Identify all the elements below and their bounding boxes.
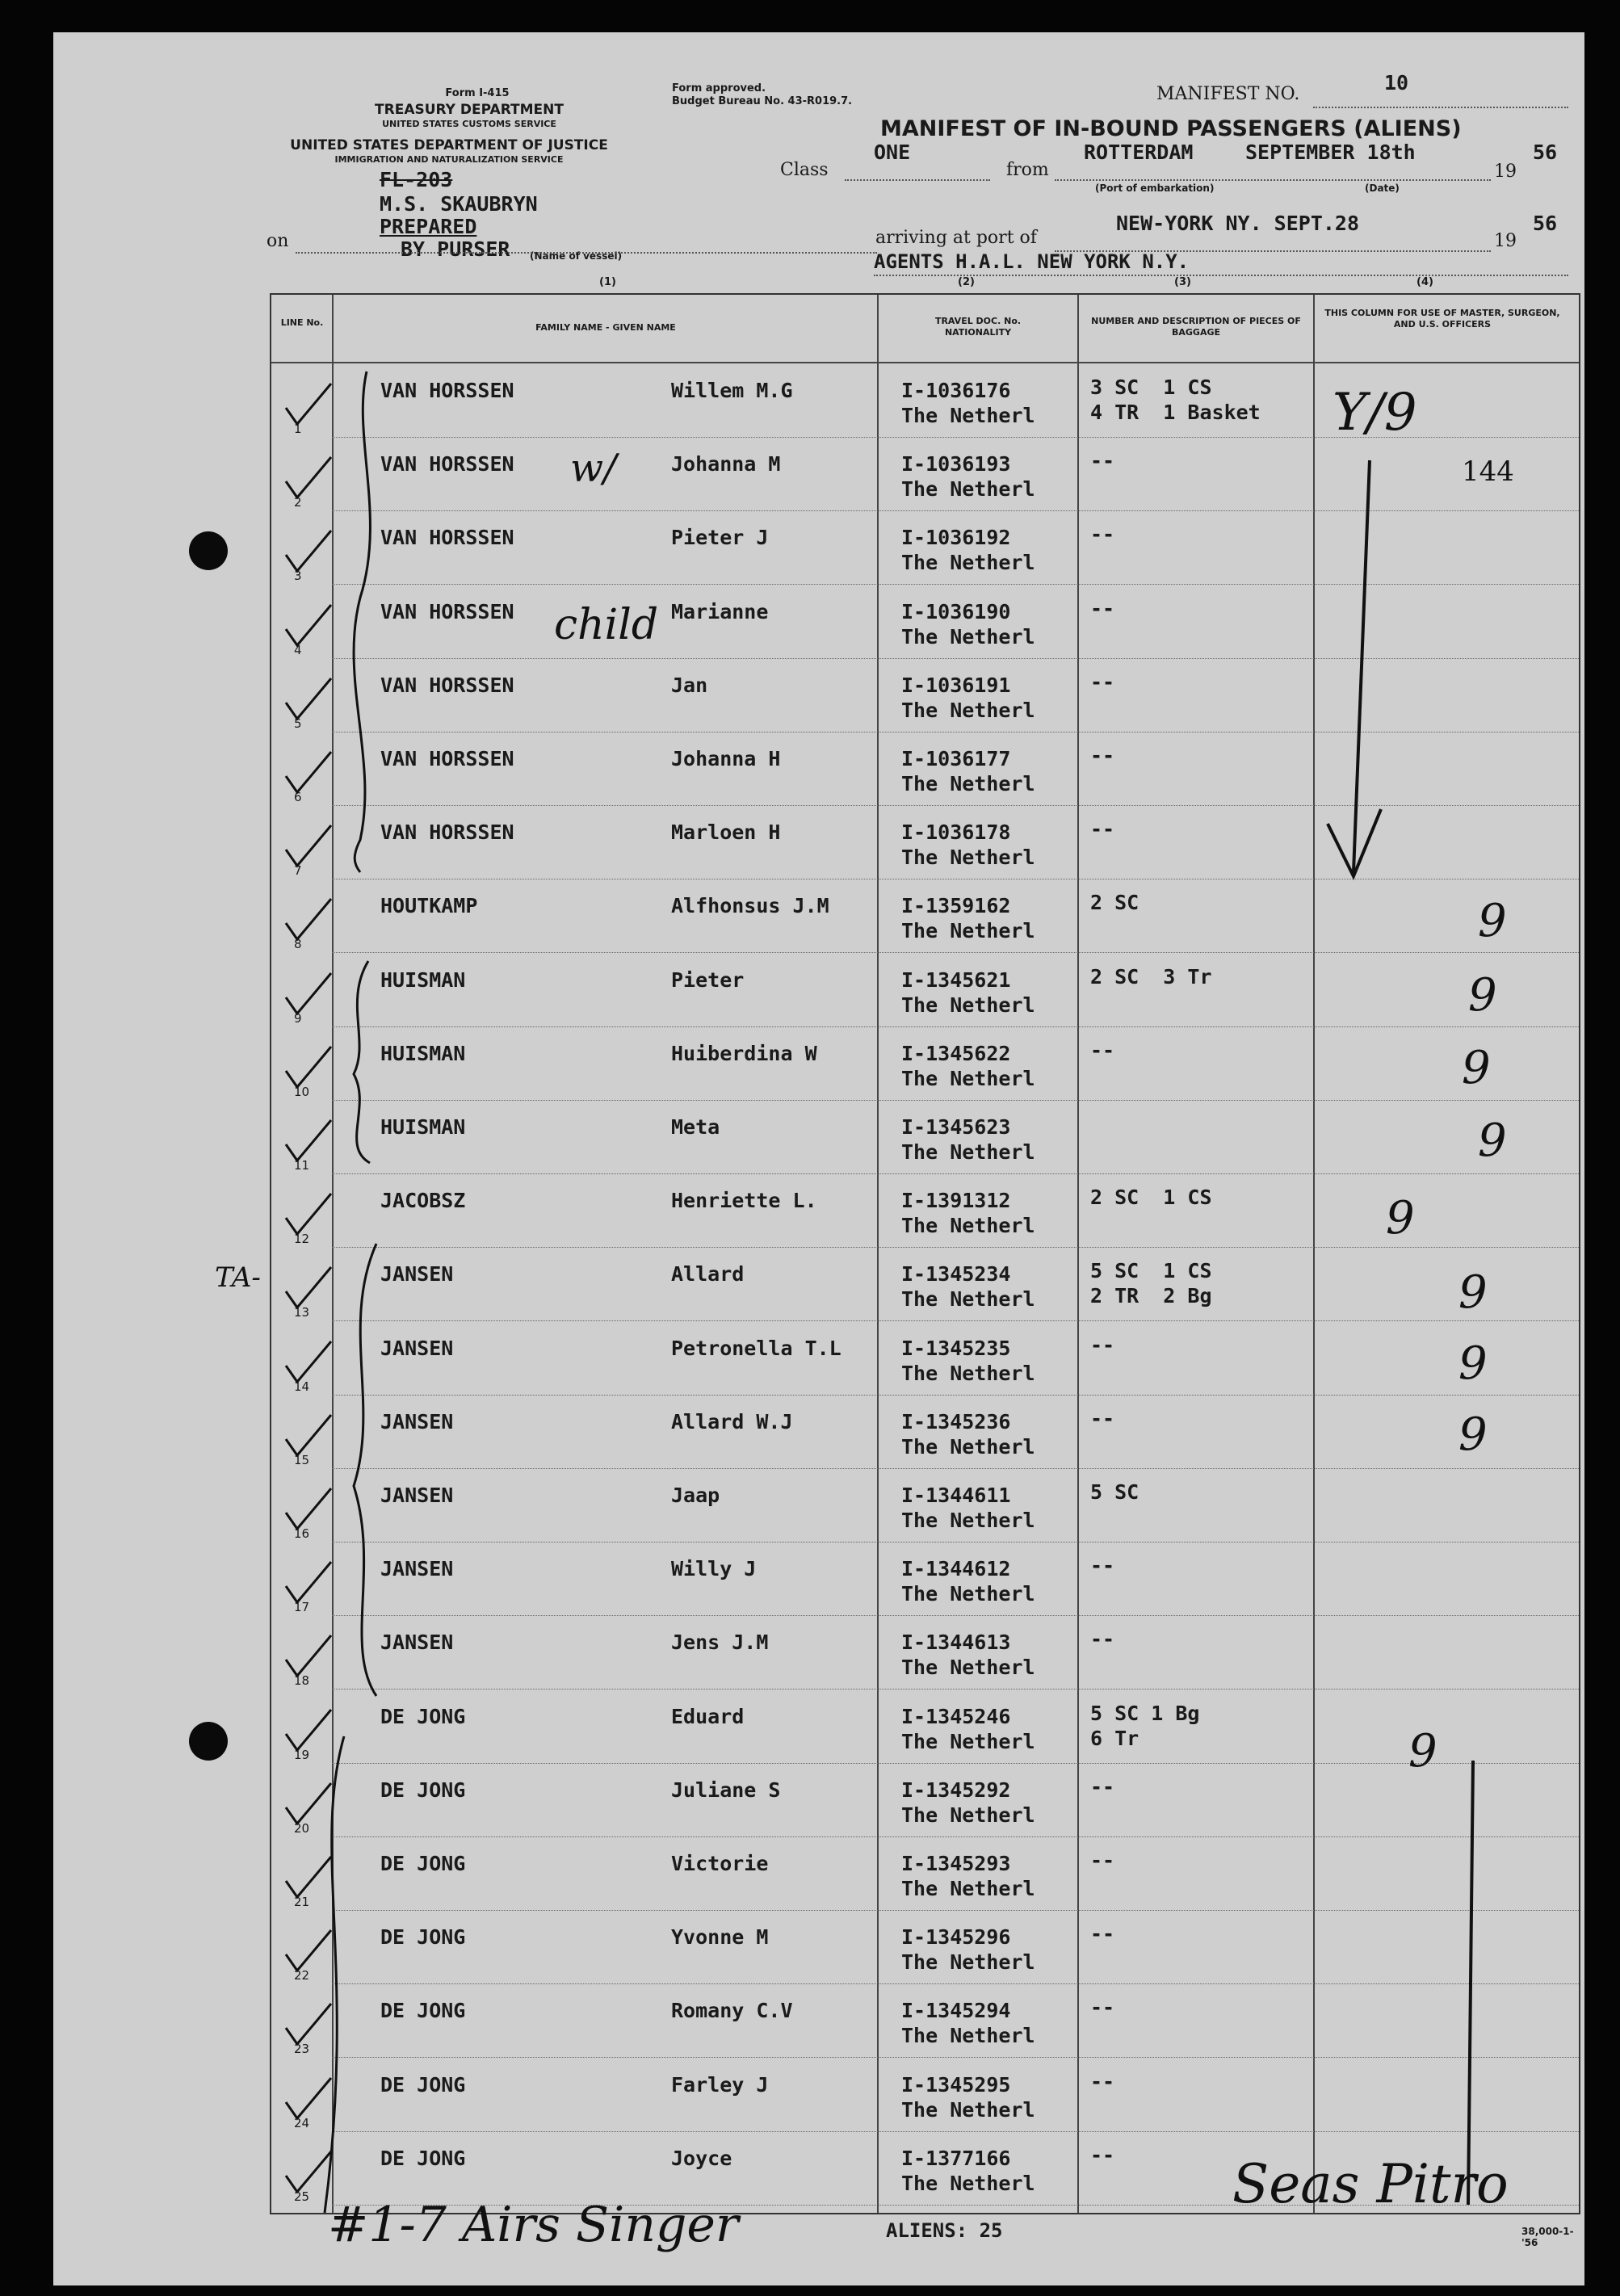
family-name: HOUTKAMP	[380, 894, 478, 918]
nationality: The Netherl	[901, 1656, 1035, 1680]
class-label: Class	[780, 160, 829, 180]
form-approved: Form approved.	[672, 82, 766, 94]
check-mark-icon	[281, 1264, 338, 1312]
given-name: Eduard	[671, 1704, 745, 1728]
travel-doc-number: I-1345246	[901, 1704, 1011, 1728]
manifest-no-line	[1313, 107, 1568, 108]
nationality: The Netherl	[901, 1361, 1035, 1385]
col-head-name: FAMILY NAME - GIVEN NAME	[535, 322, 676, 333]
header-separator	[271, 362, 1579, 363]
line-number: 4	[294, 642, 302, 657]
family-name: VAN HORSSEN	[380, 379, 514, 402]
line-number: 16	[294, 1526, 310, 1541]
given-name: Huiberdina W	[671, 1041, 817, 1065]
treasury-dept: TREASURY DEPARTMENT	[375, 102, 564, 118]
given-name: Johanna H	[671, 747, 781, 770]
family-name: DE JONG	[380, 1852, 466, 1875]
line-number: 19	[294, 1747, 310, 1762]
given-name: Allard	[671, 1262, 745, 1287]
family-name: VAN HORSSEN	[380, 599, 514, 623]
line-number: 10	[294, 1084, 310, 1099]
travel-doc-number: I-1359162	[901, 894, 1011, 918]
baggage-line-1: --	[1090, 669, 1115, 694]
date-caption: (Date)	[1365, 183, 1400, 194]
table-row	[271, 1690, 1579, 1764]
given-name: Jaap	[671, 1484, 720, 1507]
nationality: The Netherl	[901, 772, 1035, 795]
nationality: The Netherl	[901, 624, 1035, 649]
given-name: Farley J	[671, 2072, 769, 2097]
table-row	[271, 438, 1579, 511]
check-mark-icon	[281, 970, 338, 1018]
given-name: Alfhonsus J.M	[671, 894, 829, 918]
check-mark-icon	[281, 2148, 338, 2197]
handwritten-mark: 9	[1462, 1042, 1491, 1094]
baggage-line-1: 5 SC 1 Bg	[1090, 1701, 1200, 1725]
line-number: 8	[294, 937, 302, 952]
nationality: The Netherl	[901, 477, 1035, 502]
table-row	[271, 1027, 1579, 1101]
nationality: The Netherl	[901, 2171, 1035, 2195]
family-name: JANSEN	[380, 1631, 454, 1655]
baggage-line-2: 2 TR 2 Bg	[1090, 1284, 1212, 1308]
family-name: DE JONG	[380, 2146, 466, 2170]
table-row	[271, 1984, 1579, 2058]
check-mark-icon	[281, 2075, 338, 2123]
col-head-doc: TRAVEL DOC. No. NATIONALITY	[934, 316, 1022, 338]
table-row	[271, 1396, 1579, 1469]
given-name: Romany C.V	[671, 1999, 793, 2023]
table-row	[271, 1616, 1579, 1689]
baggage-line-1: --	[1090, 1922, 1115, 1946]
given-name: Petronella T.L	[671, 1336, 841, 1360]
col-num-4: (4)	[1416, 276, 1433, 288]
travel-doc-number: I-1345292	[901, 1778, 1011, 1802]
check-mark-icon	[281, 1412, 338, 1460]
family-name: JANSEN	[380, 1336, 454, 1360]
given-name: Marianne	[671, 599, 769, 623]
baggage-line-1: 2 SC 1 CS	[1090, 1186, 1212, 1210]
check-mark-icon	[281, 380, 338, 429]
check-mark-icon	[281, 675, 338, 724]
class-line	[845, 179, 990, 181]
baggage-line-1: --	[1090, 523, 1115, 547]
given-name: Allard W.J	[671, 1409, 793, 1433]
year-2: 56	[1533, 212, 1558, 235]
baggage-line-1: --	[1090, 1406, 1115, 1430]
check-mark-icon	[281, 1117, 338, 1165]
family-name: JANSEN	[380, 1557, 454, 1581]
line-number: 22	[294, 1968, 310, 1983]
travel-doc-number: I-1344612	[901, 1557, 1011, 1581]
table-row	[271, 732, 1579, 806]
agents-line-rule	[874, 275, 1568, 276]
line-number: 14	[294, 1379, 310, 1394]
family-name: DE JONG	[380, 1999, 466, 2023]
handwritten-mark: 9	[1408, 1725, 1437, 1778]
travel-doc-number: I-1345296	[901, 1925, 1011, 1950]
travel-doc-number: I-1036177	[901, 747, 1011, 770]
line-number: 5	[294, 716, 302, 731]
year-prefix-1: 19	[1494, 162, 1517, 182]
table-row	[271, 2059, 1579, 2132]
year-1: 56	[1533, 141, 1558, 164]
baggage-line-1: --	[1090, 2143, 1115, 2167]
nationality: The Netherl	[901, 1950, 1035, 1975]
given-name: Willem M.G	[671, 379, 793, 402]
handwritten-count: 144	[1462, 455, 1514, 488]
family-name: JANSEN	[380, 1484, 454, 1507]
manifest-title: MANIFEST OF IN-BOUND PASSENGERS (ALIENS)	[880, 116, 1462, 141]
travel-doc-number: I-1345236	[901, 1409, 1011, 1433]
line-number: 24	[294, 2115, 310, 2130]
table-row	[271, 879, 1579, 953]
line-number: 7	[294, 863, 302, 879]
arrival-port: NEW-YORK NY. SEPT.28	[1116, 212, 1360, 235]
baggage-line-1: --	[1090, 2069, 1115, 2093]
family-name: HUISMAN	[380, 1115, 466, 1139]
family-name: VAN HORSSEN	[380, 452, 514, 476]
justice-dept: UNITED STATES DEPARTMENT OF JUSTICE	[290, 137, 608, 153]
on-label: on	[267, 231, 289, 251]
travel-doc-number: I-1036190	[901, 599, 1011, 623]
travel-doc-number: I-1345622	[901, 1041, 1011, 1065]
check-mark-icon	[281, 1853, 338, 1902]
line-number: 12	[294, 1232, 310, 1247]
given-name: Jan	[671, 673, 708, 697]
from-label: from	[1006, 160, 1049, 180]
check-mark-icon	[281, 749, 338, 797]
line-number: 21	[294, 1895, 310, 1909]
baggage-line-1: --	[1090, 1554, 1115, 1578]
line-number: 25	[294, 2189, 310, 2204]
family-name: DE JONG	[380, 1925, 466, 1950]
check-mark-icon	[281, 454, 338, 502]
nationality: The Netherl	[901, 2024, 1035, 2048]
nationality: The Netherl	[901, 2097, 1035, 2122]
punch-hole-bottom	[189, 1722, 228, 1761]
baggage-line-2: 4 TR 1 Basket	[1090, 401, 1261, 424]
baggage-line-1: --	[1090, 1849, 1115, 1872]
check-mark-icon	[281, 2000, 338, 2049]
check-mark-icon	[281, 1706, 338, 1755]
line-number: 17	[294, 1600, 310, 1615]
baggage-line-1: --	[1090, 744, 1115, 767]
col-num-1: (1)	[599, 276, 616, 288]
travel-doc-number: I-1036176	[901, 379, 1011, 402]
nationality: The Netherl	[901, 1582, 1035, 1606]
nationality: The Netherl	[901, 993, 1035, 1017]
manifest-sheet	[53, 32, 1584, 2286]
handwritten-wf-note: w/	[570, 446, 617, 491]
given-name: Jens J.M	[671, 1631, 769, 1655]
line-number: 15	[294, 1452, 310, 1467]
check-mark-icon	[281, 1043, 338, 1092]
line-number: 20	[294, 1820, 310, 1836]
given-name: Pieter J	[671, 526, 769, 550]
travel-doc-number: I-1345295	[901, 2072, 1011, 2097]
baggage-line-1: --	[1090, 1333, 1115, 1357]
baggage-line-1: --	[1090, 1996, 1115, 2020]
nationality: The Netherl	[901, 919, 1035, 943]
line-number: 18	[294, 1673, 310, 1689]
family-name: JANSEN	[380, 1262, 454, 1287]
baggage-line-1: --	[1090, 449, 1115, 473]
family-name: JACOBSZ	[380, 1189, 466, 1213]
table-row	[271, 1911, 1579, 1984]
vessel-caption: (Name of vessel)	[530, 250, 623, 262]
col-head-line: LINE No.	[280, 317, 324, 328]
col-head-officers: THIS COLUMN FOR USE OF MASTER, SURGEON, AND U.S. OFFICERS	[1324, 308, 1560, 329]
given-name: Johanna M	[671, 452, 781, 476]
nationality: The Netherl	[901, 698, 1035, 722]
check-mark-icon	[281, 896, 338, 944]
baggage-line-1: 5 SC	[1090, 1480, 1139, 1504]
family-name: JANSEN	[380, 1409, 454, 1433]
check-mark-icon	[281, 1338, 338, 1387]
table-row	[271, 1248, 1579, 1321]
travel-doc-number: I-1345234	[901, 1262, 1011, 1287]
from-line	[1055, 179, 1491, 181]
table-row	[271, 1174, 1579, 1248]
year-prefix-2: 19	[1494, 231, 1517, 251]
given-name: Marloen H	[671, 821, 781, 845]
family-name: VAN HORSSEN	[380, 526, 514, 550]
departure-date: SEPTEMBER 18th	[1245, 141, 1416, 164]
given-name: Henriette L.	[671, 1189, 817, 1213]
col-num-2: (2)	[958, 276, 975, 288]
travel-doc-number: I-1345235	[901, 1336, 1011, 1360]
nationality: The Netherl	[901, 1287, 1035, 1312]
baggage-line-1: --	[1090, 817, 1115, 842]
line-number: 6	[294, 790, 302, 804]
travel-doc-number: I-1036193	[901, 452, 1011, 476]
nationality: The Netherl	[901, 404, 1035, 427]
line-number: 1	[294, 422, 302, 436]
check-mark-icon	[281, 1485, 338, 1534]
baggage-line-1: --	[1090, 1627, 1115, 1652]
baggage-line-1: --	[1090, 1038, 1115, 1062]
given-name: Meta	[671, 1115, 720, 1139]
nationality: The Netherl	[901, 1214, 1035, 1238]
baggage-line-1: 2 SC 3 Tr	[1090, 964, 1212, 988]
check-mark-icon	[281, 1632, 338, 1681]
family-name: VAN HORSSEN	[380, 821, 514, 845]
table-row	[271, 586, 1579, 659]
form-code: 38,000-1-'56	[1521, 2226, 1574, 2248]
check-mark-icon	[281, 527, 338, 576]
by-purser: BY PURSER	[401, 237, 510, 261]
given-name: Joyce	[671, 2146, 732, 2170]
travel-doc-number: I-1036191	[901, 673, 1011, 697]
family-name: HUISMAN	[380, 1041, 466, 1065]
check-mark-icon	[281, 1190, 338, 1239]
budget-bureau: Budget Bureau No. 43-R019.7.	[672, 95, 853, 107]
baggage-line-1: 5 SC 1 CS	[1090, 1259, 1212, 1283]
customs-service: UNITED STATES CUSTOMS SERVICE	[382, 119, 556, 129]
travel-doc-number: I-1345623	[901, 1115, 1011, 1139]
on-line	[296, 252, 877, 254]
handwritten-mark: 9	[1478, 895, 1507, 947]
family-name: HUISMAN	[380, 968, 466, 992]
table-row	[271, 1543, 1579, 1616]
check-mark-icon	[281, 1780, 338, 1828]
nationality: The Netherl	[901, 1066, 1035, 1090]
nationality: The Netherl	[901, 1729, 1035, 1753]
baggage-line-1: 3 SC 1 CS	[1090, 376, 1212, 399]
travel-doc-number: I-1391312	[901, 1189, 1011, 1213]
vessel-code: FL-203	[380, 168, 453, 191]
travel-doc-number: I-1377166	[901, 2146, 1011, 2170]
nationality: The Netherl	[901, 1509, 1035, 1532]
manifest-number: 10	[1384, 71, 1409, 94]
family-name: DE JONG	[380, 2072, 466, 2097]
handwritten-signature: Seas Pitro	[1232, 2153, 1509, 2215]
line-number: 3	[294, 569, 302, 584]
vessel-name: M.S. SKAUBRYN	[380, 192, 538, 216]
prepared-stamp: PREPARED	[380, 215, 477, 238]
nationality: The Netherl	[901, 1877, 1035, 1900]
table-row	[271, 954, 1579, 1027]
given-name: Yvonne M	[671, 1925, 769, 1950]
nationality: The Netherl	[901, 1140, 1035, 1164]
line-number: 2	[294, 495, 302, 510]
col-head-baggage: NUMBER AND DESCRIPTION OF PIECES OF BAGGAGE	[1091, 316, 1301, 338]
handwritten-ta-note: TA-	[215, 1261, 261, 1294]
handwritten-total-row1: Y/9	[1333, 383, 1417, 443]
table-row	[271, 1837, 1579, 1911]
given-name: Pieter	[671, 968, 745, 992]
passenger-table	[270, 293, 1580, 2214]
table-row	[271, 1764, 1579, 1837]
check-mark-icon	[281, 1559, 338, 1607]
port-caption: (Port of embarkation)	[1095, 183, 1215, 194]
table-row	[271, 659, 1579, 732]
family-name: VAN HORSSEN	[380, 747, 514, 770]
ins-service: IMMIGRATION AND NATURALIZATION SERVICE	[334, 154, 564, 165]
travel-doc-number: I-1036178	[901, 821, 1011, 845]
handwritten-mark: 9	[1468, 969, 1497, 1022]
nationality: The Netherl	[901, 1803, 1035, 1827]
check-mark-icon	[281, 822, 338, 871]
table-row	[271, 1101, 1579, 1174]
manifest-no-label: MANIFEST NO.	[1156, 84, 1300, 104]
handwritten-mark: 9	[1458, 1408, 1488, 1461]
given-name: Willy J	[671, 1557, 757, 1581]
line-number: 13	[294, 1305, 310, 1320]
table-row	[271, 1469, 1579, 1543]
nationality: The Netherl	[901, 551, 1035, 575]
table-row	[271, 806, 1579, 879]
line-number: 9	[294, 1010, 302, 1026]
from-port: ROTTERDAM	[1084, 141, 1194, 164]
nationality: The Netherl	[901, 1434, 1035, 1459]
table-row	[271, 1322, 1579, 1396]
handwritten-bottom-note: #1-7 Airs Singer	[328, 2197, 739, 2253]
travel-doc-number: I-1345621	[901, 968, 1011, 992]
given-name: Victorie	[671, 1852, 769, 1875]
handwritten-mark: 9	[1458, 1266, 1488, 1319]
travel-doc-number: I-1345293	[901, 1852, 1011, 1875]
check-mark-icon	[281, 602, 338, 650]
travel-doc-number: I-1036192	[901, 526, 1011, 550]
family-name: VAN HORSSEN	[380, 673, 514, 697]
handwritten-mark: 9	[1386, 1192, 1415, 1245]
travel-doc-number: I-1344613	[901, 1631, 1011, 1655]
line-number: 23	[294, 2042, 310, 2057]
line-number: 11	[294, 1158, 310, 1173]
aliens-total: ALIENS: 25	[886, 2219, 1003, 2242]
check-mark-icon	[281, 1927, 338, 1975]
agents-line: AGENTS H.A.L. NEW YORK N.Y.	[874, 250, 1190, 273]
arriving-label: arriving at port of	[875, 228, 1037, 248]
punch-hole-top	[189, 531, 228, 570]
col-num-3: (3)	[1174, 276, 1191, 288]
class-value: ONE	[874, 141, 911, 164]
travel-doc-number: I-1344611	[901, 1484, 1011, 1507]
family-name: DE JONG	[380, 1778, 466, 1802]
table-row	[271, 511, 1579, 585]
baggage-line-1: 2 SC	[1090, 891, 1139, 915]
baggage-line-1: --	[1090, 596, 1115, 620]
handwritten-child-note: child	[554, 601, 659, 649]
handwritten-mark: 9	[1458, 1337, 1488, 1390]
handwritten-mark: 9	[1478, 1114, 1507, 1167]
baggage-line-2: 6 Tr	[1090, 1726, 1139, 1750]
nationality: The Netherl	[901, 846, 1035, 870]
baggage-line-1: --	[1090, 1774, 1115, 1799]
family-name: DE JONG	[380, 1704, 466, 1728]
given-name: Juliane S	[671, 1778, 781, 1802]
form-number: Form I-415	[445, 87, 510, 99]
travel-doc-number: I-1345294	[901, 1999, 1011, 2023]
